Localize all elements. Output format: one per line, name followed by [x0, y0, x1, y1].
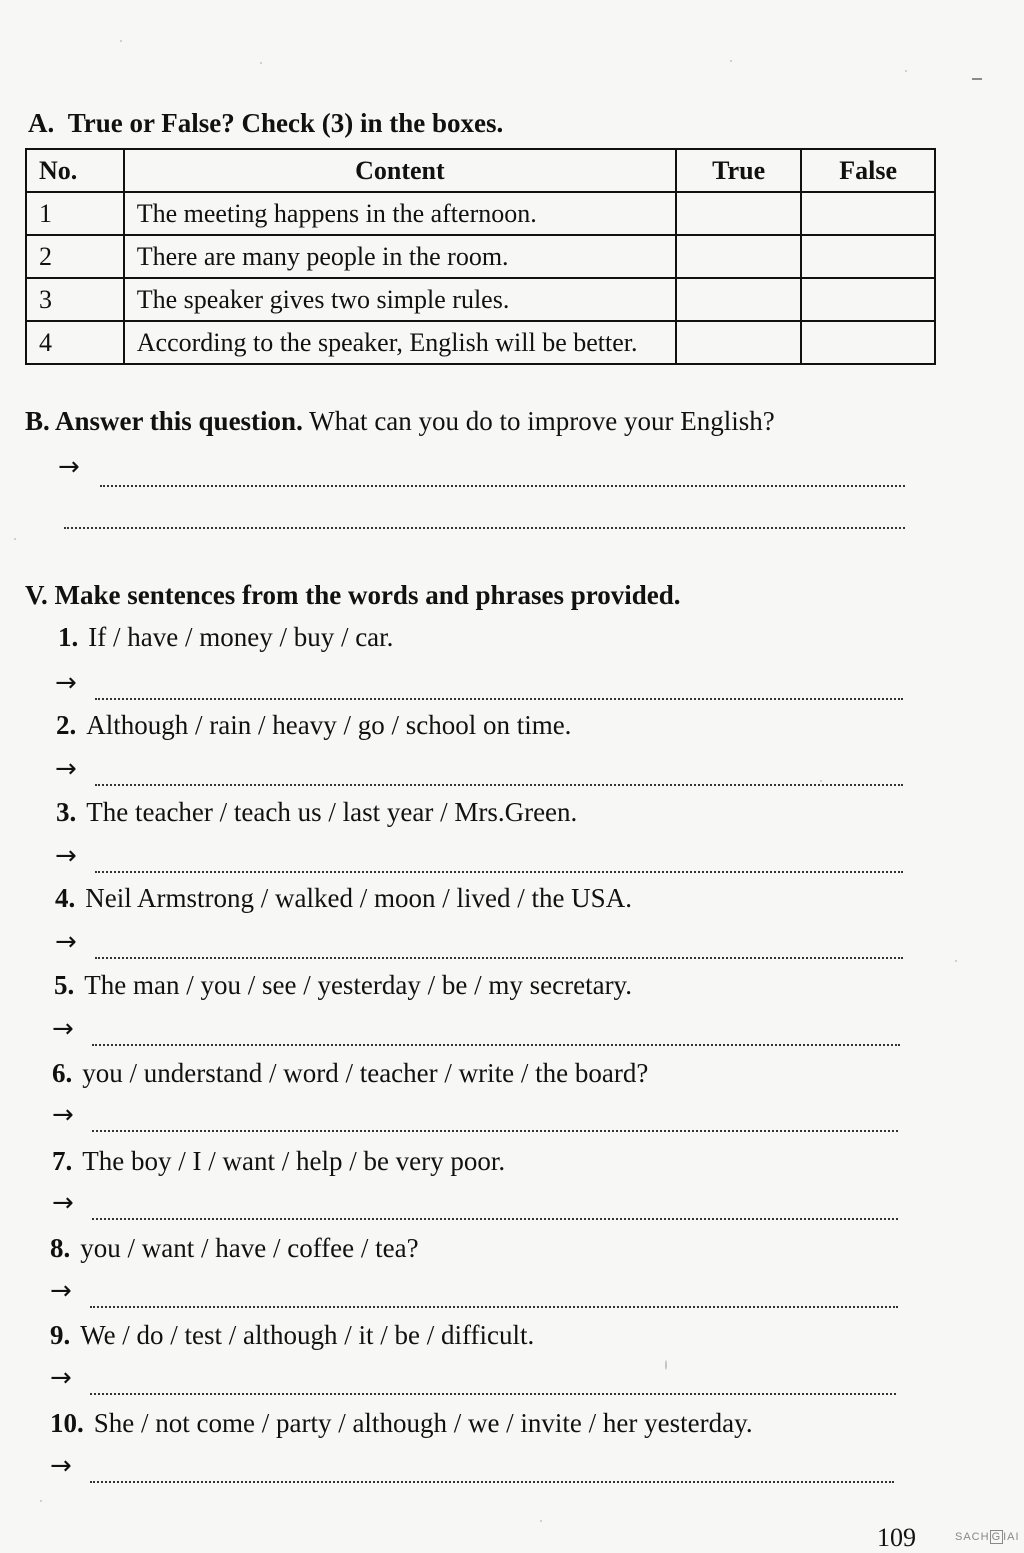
table-header-row	[26, 149, 935, 192]
answer-line[interactable]	[64, 497, 905, 529]
item-number: 7.	[52, 1146, 73, 1176]
arrow-icon: →	[55, 754, 77, 784]
section-a-letter: A.	[28, 108, 55, 138]
arrow-icon: →	[52, 1100, 74, 1130]
section-b-label: B. Answer this question.	[25, 406, 303, 436]
arrow-icon: →	[50, 1363, 72, 1393]
exercise-item	[50, 1320, 534, 1351]
answer-line[interactable]	[90, 1451, 894, 1483]
item-number: 9.	[50, 1320, 71, 1350]
exercise-item	[58, 622, 393, 653]
item-prompt: She / not come / party / although / we / invite / her yesterday.	[93, 1408, 753, 1438]
exercise-item	[54, 970, 632, 1001]
section-a-heading	[28, 108, 503, 139]
row-number: 4	[26, 321, 124, 364]
answer-line[interactable]	[95, 927, 903, 959]
section-v-heading: V. Make sentences from the words and phrases provided.	[25, 580, 681, 610]
item-prompt: The teacher / teach us / last year / Mrs.Green.	[86, 797, 578, 827]
item-number: 8.	[50, 1233, 71, 1263]
page-number: 109	[877, 1523, 916, 1552]
answer-line[interactable]	[92, 1100, 898, 1132]
row-number: 1	[26, 192, 124, 235]
false-checkbox-cell[interactable]	[801, 321, 935, 364]
arrow-icon: →	[55, 668, 77, 698]
item-prompt: The boy / I / want / help / be very poor.	[82, 1146, 506, 1176]
arrow-icon: →	[50, 1276, 72, 1306]
row-number: 2	[26, 235, 124, 278]
answer-line[interactable]	[95, 754, 903, 786]
item-prompt: If / have / money / buy / car.	[88, 622, 394, 652]
watermark-logo: SACH G IAI	[955, 1531, 1020, 1543]
item-prompt: Neil Armstrong / walked / moon / lived / the USA.	[85, 883, 632, 913]
answer-line[interactable]	[95, 841, 903, 873]
true-checkbox-cell[interactable]	[676, 235, 801, 278]
section-b-question: What can you do to improve your English?	[309, 406, 775, 436]
item-number: 10.	[50, 1408, 84, 1438]
exercise-item	[50, 1408, 753, 1439]
header-content: Content	[124, 149, 676, 192]
item-number: 4.	[55, 883, 76, 913]
item-prompt: you / understand / word / teacher / write / the board?	[82, 1058, 649, 1088]
false-checkbox-cell[interactable]	[801, 192, 935, 235]
arrow-icon: →	[50, 1451, 72, 1481]
exercise-item	[50, 1233, 419, 1264]
answer-line[interactable]	[95, 668, 903, 700]
row-content: The speaker gives two simple rules.	[124, 278, 676, 321]
item-number: 2.	[56, 710, 77, 740]
item-prompt: Although / rain / heavy / go / school on time.	[86, 710, 572, 740]
answer-line[interactable]	[90, 1363, 896, 1395]
item-number: 6.	[52, 1058, 73, 1088]
item-number: 5.	[54, 970, 75, 1000]
true-checkbox-cell[interactable]	[676, 278, 801, 321]
true-checkbox-cell[interactable]	[676, 321, 801, 364]
exercise-item	[56, 710, 571, 741]
item-number: 1.	[58, 622, 79, 652]
answer-line[interactable]	[100, 455, 905, 487]
true-false-table	[25, 148, 936, 365]
arrow-icon: →	[55, 927, 77, 957]
header-false: False	[801, 149, 935, 192]
section-a-title: True or False? Check (3) in the boxes.	[67, 108, 504, 138]
arrow-icon: →	[55, 841, 77, 871]
header-no: No.	[26, 149, 124, 192]
header-true: True	[676, 149, 801, 192]
item-prompt: The man / you / see / yesterday / be / my secretary.	[84, 970, 633, 1000]
table-row	[26, 278, 935, 321]
row-content: According to the speaker, English will be better.	[124, 321, 676, 364]
item-prompt: We / do / test / although / it / be / difficult.	[80, 1320, 535, 1350]
true-checkbox-cell[interactable]	[676, 192, 801, 235]
row-number: 3	[26, 278, 124, 321]
exercise-item	[56, 797, 577, 828]
item-number: 3.	[56, 797, 77, 827]
table-row	[26, 235, 935, 278]
arrow-icon: →	[52, 1014, 74, 1044]
arrow-icon: →	[58, 452, 80, 482]
answer-line[interactable]	[92, 1014, 900, 1046]
row-content: The meeting happens in the afternoon.	[124, 192, 676, 235]
exercise-item	[52, 1058, 648, 1089]
table-row	[26, 321, 935, 364]
section-b-heading	[25, 406, 775, 437]
arrow-icon: →	[52, 1188, 74, 1218]
row-content: There are many people in the room.	[124, 235, 676, 278]
exercise-item	[55, 883, 632, 914]
answer-line[interactable]	[90, 1276, 898, 1308]
false-checkbox-cell[interactable]	[801, 278, 935, 321]
false-checkbox-cell[interactable]	[801, 235, 935, 278]
item-prompt: you / want / have / coffee / tea?	[80, 1233, 419, 1263]
exercise-item	[52, 1146, 505, 1177]
table-row	[26, 192, 935, 235]
answer-line[interactable]	[92, 1188, 898, 1220]
